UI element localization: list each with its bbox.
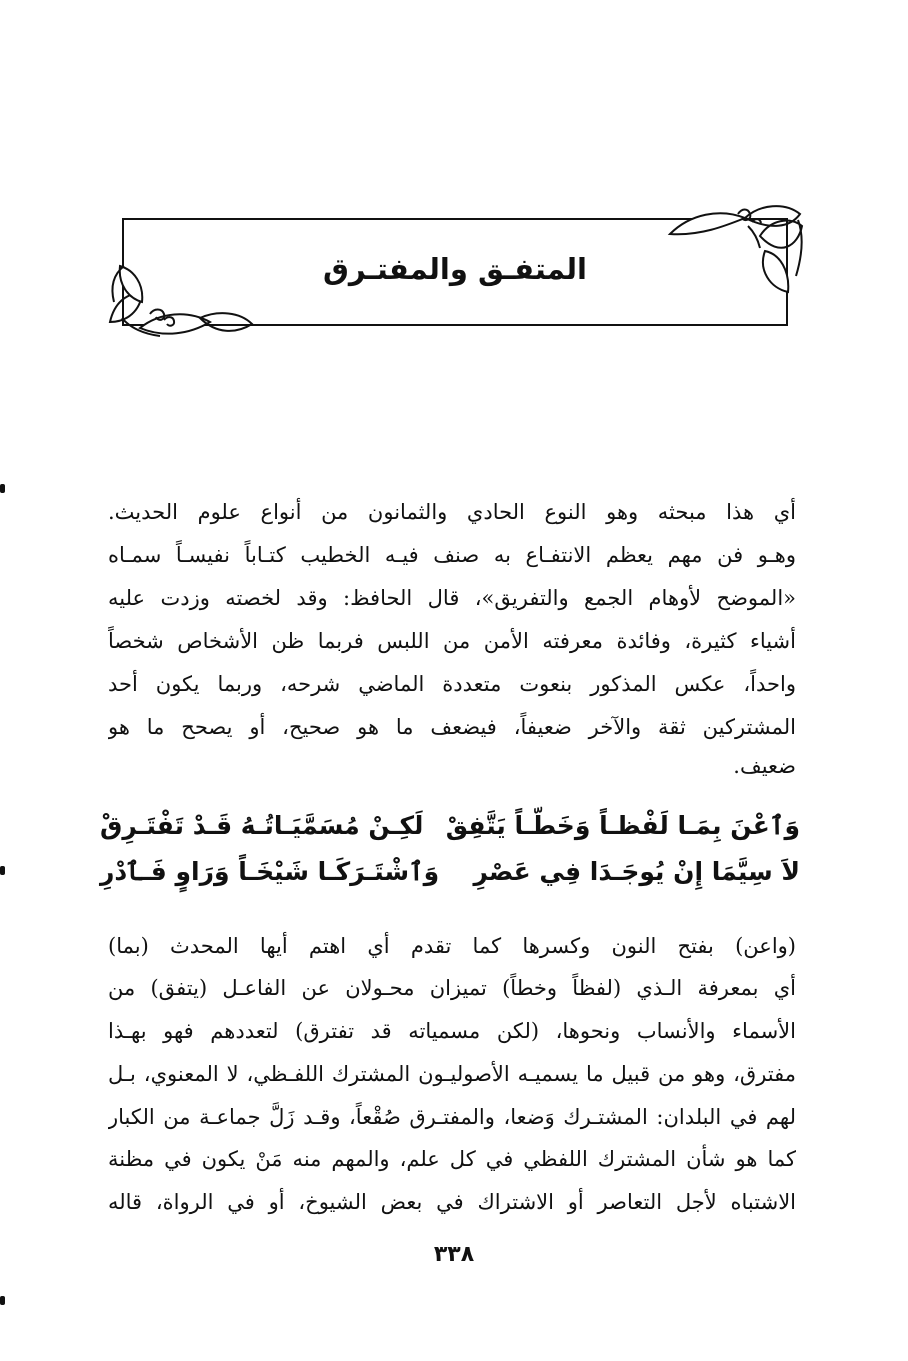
paragraph-2-line-6: كما هو شأن المشترك اللفظي في كل علم، والمهم منه مَنْ يكون في مظنة bbox=[108, 1147, 796, 1171]
paragraph-1-line-2: وهـو فن مهم يعظم الانتفـاع به صنف فيـه الخطيب كتـاباً نفيسـاً سمـاه bbox=[108, 543, 796, 567]
scan-edge-mark bbox=[0, 484, 5, 493]
paragraph-1-line-1: أي هذا مبحثه وهو النوع الحادي والثمانون من أنواع علوم الحديث. bbox=[108, 500, 796, 524]
verse-1-second-hemistich: لَكِـنْ مُسَمَّيَـاتُـهُ قَـدْ تَفْتَـرِقْ bbox=[100, 811, 424, 840]
paragraph-1-line-5: واحداً، عكس المذكور بنعوت متعددة الماضي شرحه، وربما يكون أحد bbox=[108, 672, 796, 696]
scan-edge-mark bbox=[0, 866, 5, 875]
paragraph-2-line-2: أي بمعرفة الـذي (لفظاً وخطاً) تميزان محـولان عن الفاعـل (يتفق) من bbox=[108, 976, 796, 1000]
verse-line-2 bbox=[100, 852, 800, 892]
verse-1-first-hemistich: وَٱعْنَ بِمَـا لَفْظـاً وَخَطّـاً يَتَّفِقْ bbox=[445, 811, 800, 840]
page-number: ٣٣٨ bbox=[433, 1242, 475, 1267]
paragraph-1-line-4: أشياء كثيرة، وفائدة معرفته الأمن من اللبس فربما ظن الأشخاص شخصاً bbox=[108, 629, 796, 653]
paragraph-1-line-7: ضعيف. bbox=[733, 754, 796, 778]
scan-edge-mark bbox=[0, 1296, 5, 1305]
paragraph-2-line-1: (واعن) بفتح النون وكسرها كما تقدم أي اهتم أيها المحدث (بما) bbox=[108, 934, 796, 958]
verse-2-second-hemistich: وَٱشْتَـرَكَـا شَيْخَـاً وَرَاوٍ فَـٱدْرِ bbox=[100, 857, 440, 886]
paragraph-2-line-4: مفترق، وهو من قبيل ما يسميـه الأصوليـون المشترك اللفـظي، لا المعنوي، بـل bbox=[108, 1062, 796, 1086]
paragraph-2-line-3: الأسماء والأنساب ونحوها، (لكن مسمياته قد تفترق) لتعددهم فهو بهـذا bbox=[108, 1019, 796, 1043]
paragraph-2-line-7: الاشتباه لأجل التعاصر أو الاشتراك في بعض الشيوخ، أو في الرواة، قاله bbox=[108, 1190, 796, 1214]
verse-2-first-hemistich: لاَ سِيَّمَا إِنْ يُوجَـدَا فِي عَصْرِ bbox=[473, 857, 800, 886]
chapter-title: المتفـق والمفتـرق bbox=[322, 252, 588, 286]
verse-line-1 bbox=[100, 806, 800, 846]
paragraph-1-line-3: «الموضح لأوهام الجمع والتفريق»، قال الحافظ: وقد لخصته وزدت عليه bbox=[108, 586, 796, 610]
paragraph-2-line-5: لهم في البلدان: المشتـرك وَضعا، والمفتـرق صُقْعاً، وقـد زَلَّ جماعـة من الكبار bbox=[108, 1105, 796, 1129]
paragraph-1-line-6: المشتركين ثقة والآخر ضعيفاً، فيضعف ما هو صحيح، أو يصحح ما هو bbox=[108, 715, 796, 739]
